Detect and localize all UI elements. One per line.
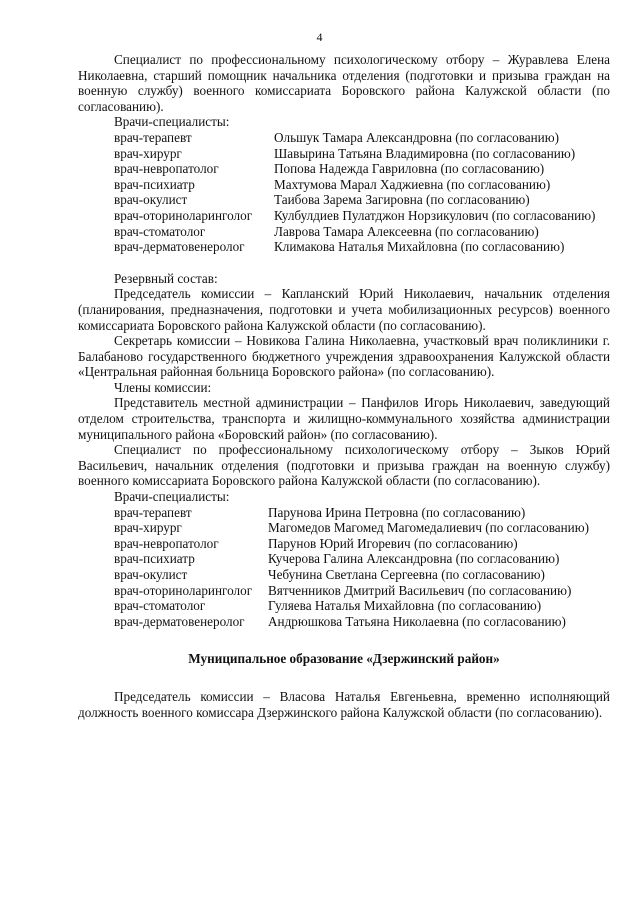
doctor-row	[114, 146, 610, 162]
reserve-doctors-label: Врачи-специалисты:	[114, 489, 230, 505]
doctor-name: Таибова Зарема Загировна (по согласованию)	[274, 192, 530, 208]
doctor-name: Махтумова Марал Хаджиевна (по согласованию)	[274, 176, 551, 192]
reserve-doctor-row	[114, 598, 610, 614]
reserve-doctor-role: врач-дерматовенеролог	[114, 613, 245, 629]
doctor-name: Лаврова Тамара Алексеевна (по согласованию)	[274, 223, 539, 239]
reserve-doctor-name: Вятченников Дмитрий Васильевич (по согласованию)	[268, 582, 572, 598]
reserve-doctor-row	[114, 551, 610, 567]
reserve-doctor-name: Парунова Ирина Петровна (по согласованию)	[268, 504, 526, 520]
reserve-doctor-role: врач-окулист	[114, 567, 188, 582]
doctor-role: врач-стоматолог	[114, 223, 206, 239]
section-heading: Муниципальное образование «Дзержинский район»	[188, 651, 500, 667]
reserve-doctor-role: врач-невропатолог	[114, 535, 219, 551]
reserve-doctor-role: врач-терапевт	[114, 504, 192, 520]
reserve-doctor-role: врач-стоматолог	[114, 598, 206, 614]
psych-specialist-paragraph: Специалист по профессиональному психологическому отбору – Журавлева Елена Николаевна, старший помощник начальника отделения (подготовки и призыва граждан на военную службу) военного комиссариата Боровского района Калужской области (по согласованию).	[78, 52, 610, 114]
doctor-row	[114, 224, 610, 240]
members-label: Члены комиссии:	[114, 379, 212, 395]
reserve-doctor-role: врач-хирург	[114, 520, 182, 536]
doctor-role: врач-невропатолог	[114, 161, 219, 177]
doctor-row	[114, 192, 610, 208]
doctor-row	[114, 208, 610, 224]
doctor-role: врач-дерматовенеролог	[114, 239, 245, 255]
doctor-role: врач-терапевт	[114, 129, 192, 145]
doctor-name: Шавырина Татьяна Владимировна (по согласованию)	[274, 145, 576, 161]
doctors-list	[114, 130, 610, 255]
reserve-doctor-row	[114, 583, 610, 599]
reserve-doctor-row	[114, 536, 610, 552]
doctor-role: врач-психиатр	[114, 176, 195, 192]
doctor-name: Попова Надежда Гавриловна (по согласованию)	[274, 161, 545, 177]
section2-chairman-paragraph: Председатель комиссии – Власова Наталья Евгеньевна, временно исполняющий должность военного комиссара Дзержинского района Калужской области (по согласованию).	[78, 688, 610, 720]
reserve-chairman-paragraph: Председатель комиссии – Капланский Юрий Николаевич, начальник отделения (планирования, предназначения, подготовки и учета мобилизационных ресурсов) военного комиссариата Боровского района Калужской области (по согласованию).	[78, 286, 610, 333]
doctor-name: Кулбулдиев Пулатджон Норзикулович (по согласованию)	[274, 207, 596, 223]
reserve-psych-paragraph: Специалист по профессиональному психологическому отбору – Зыков Юрий Васильевич, начальник отделения (подготовки и призыва граждан на военную службу) военного комиссариата Боровского района Калужской области (по согласованию).	[78, 442, 610, 489]
reserve-doctors-list	[114, 505, 610, 630]
reserve-doctor-name: Магомедов Магомед Магомедалиевич (по согласованию)	[268, 520, 589, 536]
reserve-doctor-row	[114, 505, 610, 521]
doctor-row	[114, 130, 610, 146]
reserve-doctor-name: Гуляева Наталья Михайловна (по согласованию)	[268, 598, 542, 614]
reserve-doctor-name: Кучерова Галина Александровна (по согласованию)	[268, 551, 560, 567]
doctor-name: Климакова Наталья Михайловна (по согласованию)	[274, 239, 565, 255]
admin-rep-paragraph: Представитель местной администрации – Панфилов Игорь Николаевич, заведующий отделом строительства, транспорта и жилищно-коммунального хозяйства администрации муниципального района «Боровский район» (по согласованию).	[78, 395, 610, 442]
reserve-label: Резервный состав:	[114, 270, 218, 286]
reserve-doctor-row	[114, 520, 610, 536]
doctor-row	[114, 177, 610, 193]
reserve-doctor-role: врач-оториноларинголог	[114, 582, 253, 598]
doctors-label: Врачи-специалисты:	[114, 114, 230, 130]
page-number: 4	[316, 30, 323, 44]
reserve-doctor-name: Андрюшкова Татьяна Николаевна (по согласованию)	[268, 613, 566, 629]
document-body	[78, 52, 610, 720]
doctor-row	[114, 239, 610, 255]
doctor-role: врач-хирург	[114, 145, 182, 161]
reserve-secretary-paragraph: Секретарь комиссии – Новикова Галина Николаевна, участковый врач поликлиники г. Балабаново государственного бюджетного учреждения здравоохранения Калужской области «Центральная районная больница Боровского района» (по согласованию).	[78, 333, 610, 380]
doctor-row	[114, 161, 610, 177]
reserve-doctor-name: Чебунина Светлана Сергеевна (по согласованию)	[268, 567, 545, 582]
doctor-role: врач-оториноларинголог	[114, 207, 253, 223]
reserve-doctor-role: врач-психиатр	[114, 551, 195, 567]
reserve-doctor-row	[114, 567, 610, 583]
doctor-role: врач-окулист	[114, 192, 188, 208]
reserve-doctor-row	[114, 614, 610, 630]
doctor-name: Ольшук Тамара Александровна (по согласованию)	[274, 129, 559, 145]
reserve-doctor-name: Парунов Юрий Игоревич (по согласованию)	[268, 535, 518, 551]
